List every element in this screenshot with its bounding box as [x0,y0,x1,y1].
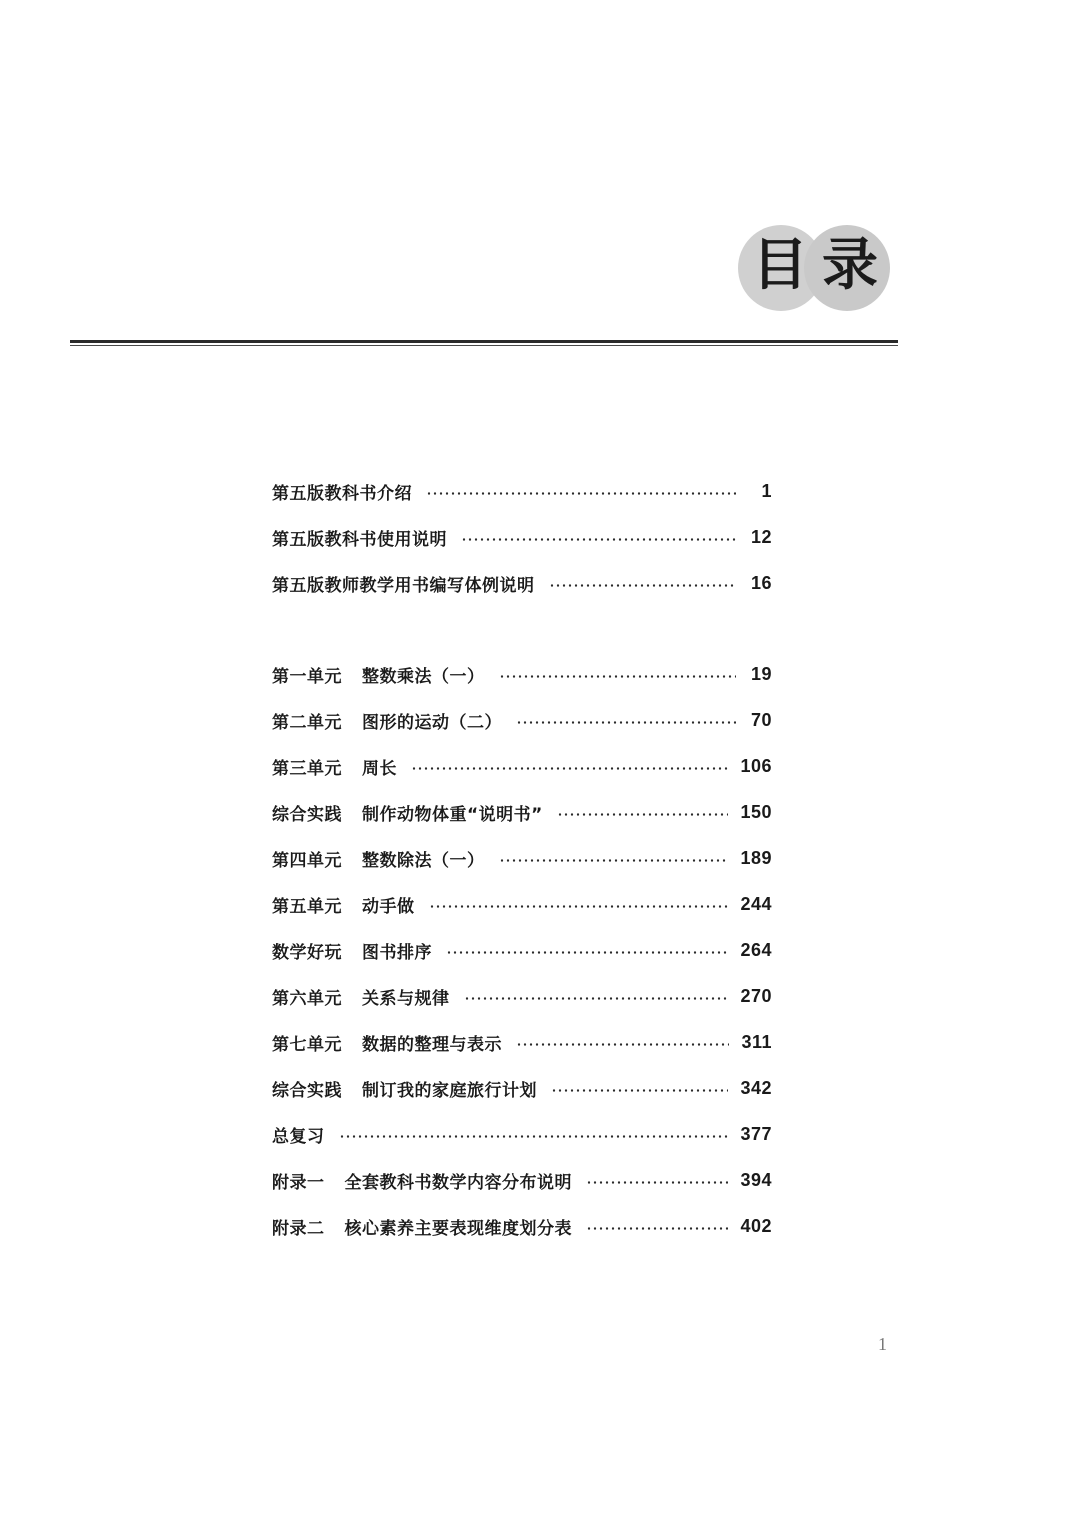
toc-entry[interactable] [272,514,772,560]
toc-entry-section: 第七单元 [272,1034,342,1055]
toc-entry-label [272,662,485,687]
dot-leader [461,538,736,541]
toc-title [738,222,894,314]
toc-entry-label [272,708,502,733]
toc-entry-title: 整数除法（一） [362,850,485,871]
toc-entry[interactable] [272,881,772,927]
dot-leader [516,721,736,724]
header-rule-thin [70,345,898,346]
toc-entry-label [272,984,450,1009]
toc-entry-section: 总复习 [272,1126,325,1147]
toc-entry[interactable] [272,1019,772,1065]
toc-entry-page: 189 [740,847,772,868]
toc-entry[interactable] [272,1157,772,1203]
toc-entry-section: 综合实践 [272,804,342,825]
toc-entry-label [272,892,415,917]
toc-entry-page: 377 [740,1123,772,1144]
toc-entry-label [272,1214,572,1239]
toc-entry-page: 1 [761,480,772,501]
toc-entry-page: 16 [750,572,772,593]
toc-entry-page: 311 [741,1031,772,1052]
header-rule [70,340,898,343]
toc-entry-section: 附录二 [272,1218,325,1239]
toc-entry-label [272,1122,325,1147]
toc-entry-section: 第五版教师教学用书编写体例说明 [272,575,535,596]
toc-entry-title: 制订我的家庭旅行计划 [362,1080,537,1101]
toc-entry-page: 106 [740,755,772,776]
toc-entry-page: 12 [750,526,772,547]
toc-entry-section: 数学好玩 [272,942,342,963]
dot-leader [426,492,736,495]
toc-entry[interactable] [272,1065,772,1111]
toc-entry-section: 第五版教科书介绍 [272,483,412,504]
toc-entry-section: 第六单元 [272,988,342,1009]
toc-entry-page: 402 [740,1215,772,1236]
toc-entry[interactable] [272,743,772,789]
toc-entry-title: 整数乘法（一） [362,666,485,687]
toc-entry-title: 核心素养主要表现维度划分表 [344,1218,572,1239]
toc-entry-title: 全套教科书数学内容分布说明 [344,1172,572,1193]
dot-leader [429,905,729,908]
toc-entry-page: 394 [740,1169,772,1190]
toc-entry-page: 150 [740,801,772,822]
toc-entry-label [272,525,447,550]
toc-entry-title: 动手做 [362,896,415,917]
toc-entry-section: 第五版教科书使用说明 [272,529,447,550]
toc-entry-section: 综合实践 [272,1080,342,1101]
toc-front-matter [272,468,772,606]
page-number: 1 [878,1334,887,1354]
toc-entry-section: 第一单元 [272,666,342,687]
toc-entry[interactable] [272,560,772,606]
toc-entry-title: 图书排序 [362,942,432,963]
toc-entry-title: 制作动物体重“说明书” [362,804,543,825]
dot-leader [586,1227,728,1230]
toc-entry[interactable] [272,835,772,881]
dot-leader [586,1181,728,1184]
toc-entry[interactable] [272,789,772,835]
toc-entry-page: 70 [750,709,772,730]
dot-leader [464,997,729,1000]
toc-entry-page: 244 [740,893,772,914]
toc-entry-title: 周长 [362,758,397,779]
toc-units [272,651,772,1249]
toc-entry[interactable] [272,651,772,697]
toc-entry-label [272,1030,502,1055]
toc-entry-title: 关系与规律 [362,988,450,1009]
toc-entry-label [272,846,485,871]
toc-entry-label [272,479,412,504]
dot-leader [516,1043,729,1046]
toc-entry-section: 第二单元 [272,712,342,733]
toc-entry-label [272,938,432,963]
toc-entry[interactable] [272,1111,772,1157]
dot-leader [557,813,729,816]
dot-leader [339,1135,729,1138]
toc-entry-label [272,571,535,596]
toc-entry-section: 第五单元 [272,896,342,917]
toc-entry-page: 19 [750,663,772,684]
toc-entry[interactable] [272,468,772,514]
toc-entry-page: 270 [740,985,772,1006]
toc-entry-label [272,1076,537,1101]
toc-entry-label [272,1168,572,1193]
toc-entry-title: 图形的运动（二） [362,712,502,733]
toc-entry-page: 264 [740,939,772,960]
toc-entry[interactable] [272,973,772,1019]
toc-entry-page: 342 [740,1077,772,1098]
title-char-lu: 录 [822,233,878,298]
toc-entry[interactable] [272,927,772,973]
dot-leader [499,675,737,678]
toc-entry-section: 附录一 [272,1172,325,1193]
toc-entry[interactable] [272,1203,772,1249]
toc-entry-section: 第四单元 [272,850,342,871]
toc-entry-title: 数据的整理与表示 [362,1034,502,1055]
toc-entry[interactable] [272,697,772,743]
dot-leader [411,767,728,770]
dot-leader [446,951,728,954]
toc-entry-label [272,800,543,825]
dot-leader [551,1089,728,1092]
title-char-mu: 目 [752,233,808,298]
dot-leader [549,584,737,587]
toc-entry-label [272,754,397,779]
toc-entry-section: 第三单元 [272,758,342,779]
dot-leader [499,859,729,862]
